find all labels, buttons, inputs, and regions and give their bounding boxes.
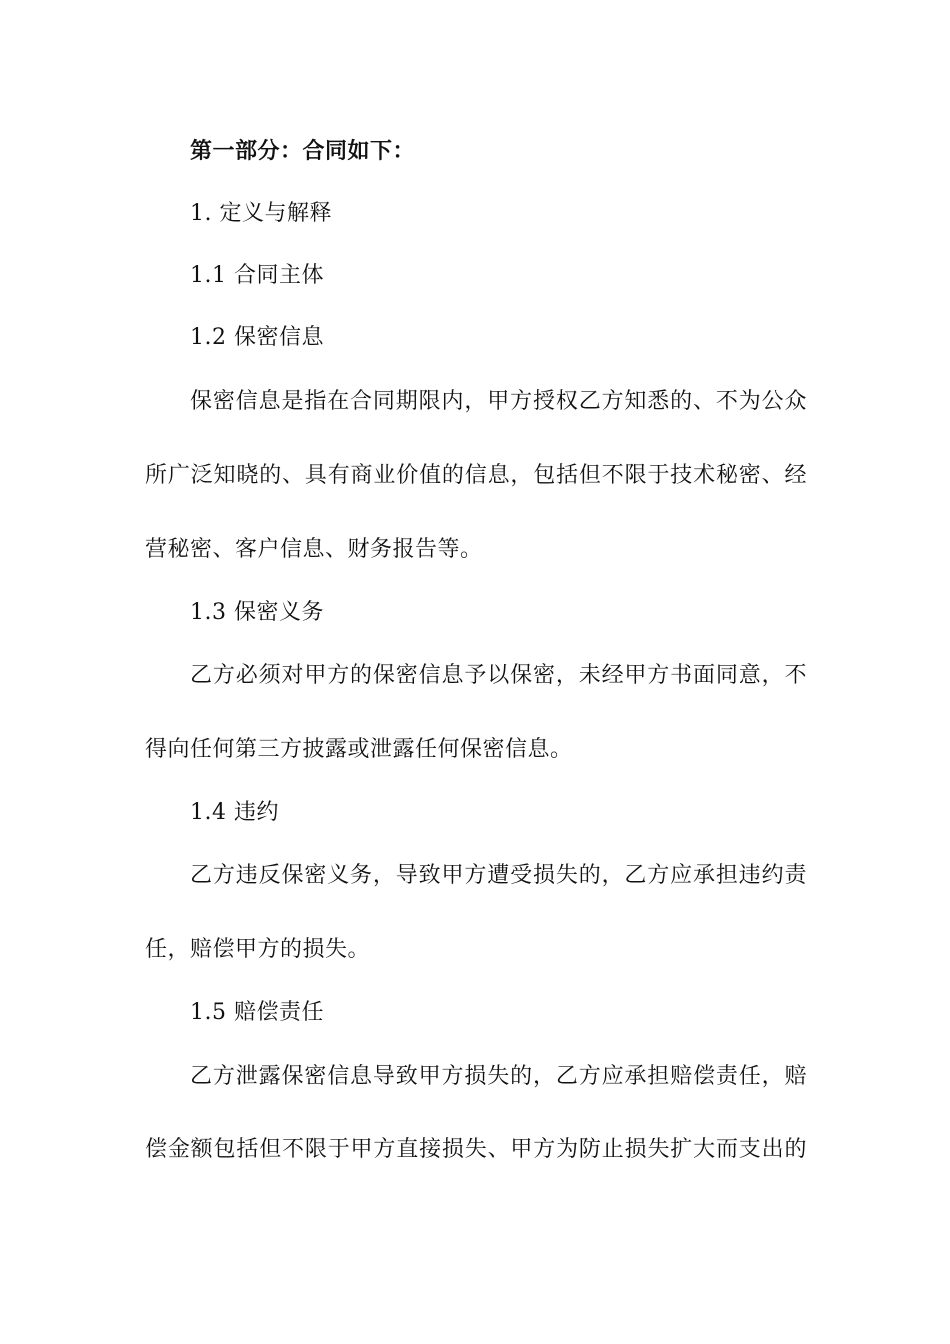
section-heading-1-1: 1.1 合同主体 — [190, 263, 324, 288]
paragraph-line: 保密信息是指在合同期限内，甲方授权乙方知悉的、不为公众 — [190, 389, 807, 414]
section-heading-1: 1. 定义与解释 — [190, 201, 332, 226]
paragraph-line: 任，赔偿甲方的损失。 — [145, 937, 371, 962]
paragraph-line: 乙方违反保密义务，导致甲方遭受损失的，乙方应承担违约责 — [190, 863, 807, 888]
paragraph-line: 乙方必须对甲方的保密信息予以保密，未经甲方书面同意，不 — [190, 663, 807, 688]
part-title: 第一部分：合同如下： — [190, 139, 416, 164]
section-heading-1-3: 1.3 保密义务 — [190, 600, 324, 625]
paragraph-line: 所广泛知晓的、具有商业价值的信息，包括但不限于技术秘密、经 — [145, 463, 807, 488]
section-heading-1-2: 1.2 保密信息 — [190, 325, 324, 350]
paragraph-line: 乙方泄露保密信息导致甲方损失的，乙方应承担赔偿责任，赔 — [190, 1064, 807, 1089]
paragraph-line: 营秘密、客户信息、财务报告等。 — [145, 537, 483, 562]
section-heading-1-4: 1.4 违约 — [190, 800, 279, 825]
paragraph-line: 得向任何第三方披露或泄露任何保密信息。 — [145, 737, 573, 762]
paragraph-line: 偿金额包括但不限于甲方直接损失、甲方为防止损失扩大而支出的 — [145, 1137, 807, 1162]
section-heading-1-5: 1.5 赔偿责任 — [190, 1000, 324, 1025]
